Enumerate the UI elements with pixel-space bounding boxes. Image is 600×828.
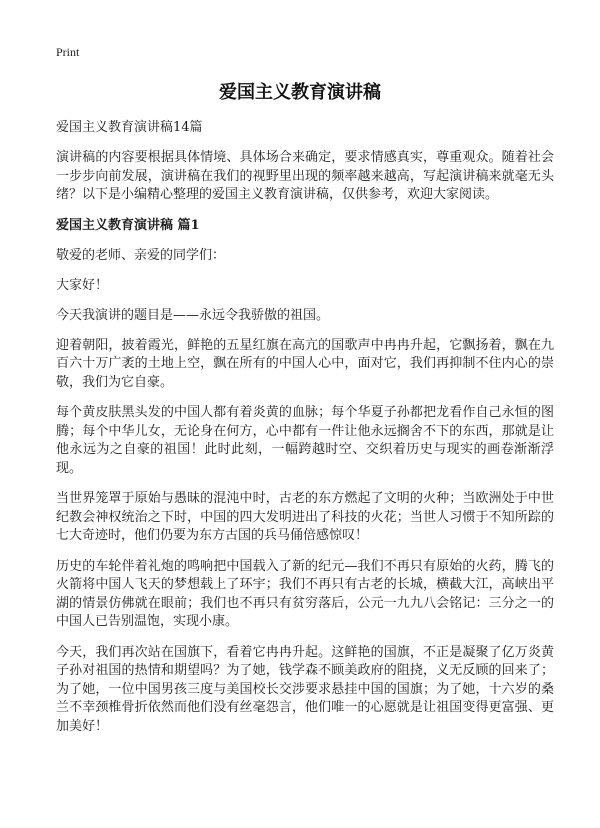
print-link[interactable]: Print xyxy=(56,45,80,59)
section-heading: 爱国主义教育演讲稿 篇1 xyxy=(56,217,200,233)
article-body xyxy=(56,119,554,748)
body-paragraph: 今天，我们再次站在国旗下，看着它冉冉升起。这鲜艳的国旗，不正是凝聚了亿万炎黄子孙对祖国的热情和期望吗？为了她，钱学森不顾美政府的阻挠，义无反顾的回来了；为了她，一位中国男孩三度与美国校长交涉要求悬挂中国的国旗；为了她，十六岁的桑兰不幸颈椎骨折依然而他们没有丝毫怨言，他们唯一的心愿就是让祖国变得更富强、更加美好！ xyxy=(56,644,554,734)
body-paragraph: 迎着朝阳，披着霞光，鲜艳的五星红旗在高亢的国歌声中冉冉升起，它飘扬着，飘在九百六十万广袤的土地上空，飘在所有的中国人心中，面对它，我们再抑制不住内心的崇敬，我们为它自豪。 xyxy=(56,337,554,390)
page-title: 爱国主义教育演讲稿 xyxy=(219,82,381,103)
greeting-line: 敬爱的老师、亲爱的同学们： xyxy=(56,247,226,263)
article-subtitle: 爱国主义教育演讲稿14篇 xyxy=(56,120,203,135)
topic-line: 今天我演讲的题目是——永远令我骄傲的祖国。 xyxy=(56,307,330,323)
body-paragraph: 每个黄皮肤黑头发的中国人都有着炎黄的血脉；每个华夏子孙都把龙看作自己永恒的图腾；每个中华儿女，无论身在何方，心中都有一件让他永远搁舍不下的东西，那就是让他永远为之自豪的祖国！此时此刻，一幅跨越时空、交织着历史与现实的画卷渐渐浮现。 xyxy=(56,405,554,476)
body-paragraph: 当世界笼罩于原始与愚昧的混沌中时，古老的东方燃起了文明的火种；当欧洲处于中世纪教会神权统治之下时，中国的四大发明进出了科技的火花；当世人习惯于不知所踪的七大奇迹时，他们仍要为东方古国的兵马俑倍感惊叹！ xyxy=(56,491,554,543)
intro-paragraph: 演讲稿的内容要根据具体情境、具体场合来确定，要求情感真实，尊重观众。随着社会一步步向前发展，演讲稿在我们的视野里出现的频率越来越高，写起演讲稿来就毫无头绪？以下是小编精心整理的爱国主义教育演讲稿，仅供参考，欢迎大家阅读。 xyxy=(56,150,554,202)
hello-line: 大家好！ xyxy=(56,277,109,293)
body-paragraph: 历史的车轮伴着礼炮的鸣响把中国载入了新的纪元—我们不再只有原始的火药，腾飞的火箭将中国人飞天的梦想载上了环宇；我们不再只有古老的长城，横截大江，高峡出平湖的情景仿佛就在眼前；我们也不再只有贫穷落后，公元一九九八会铭记：三分之一的中国人已告别温饱，实现小康。 xyxy=(56,558,554,629)
